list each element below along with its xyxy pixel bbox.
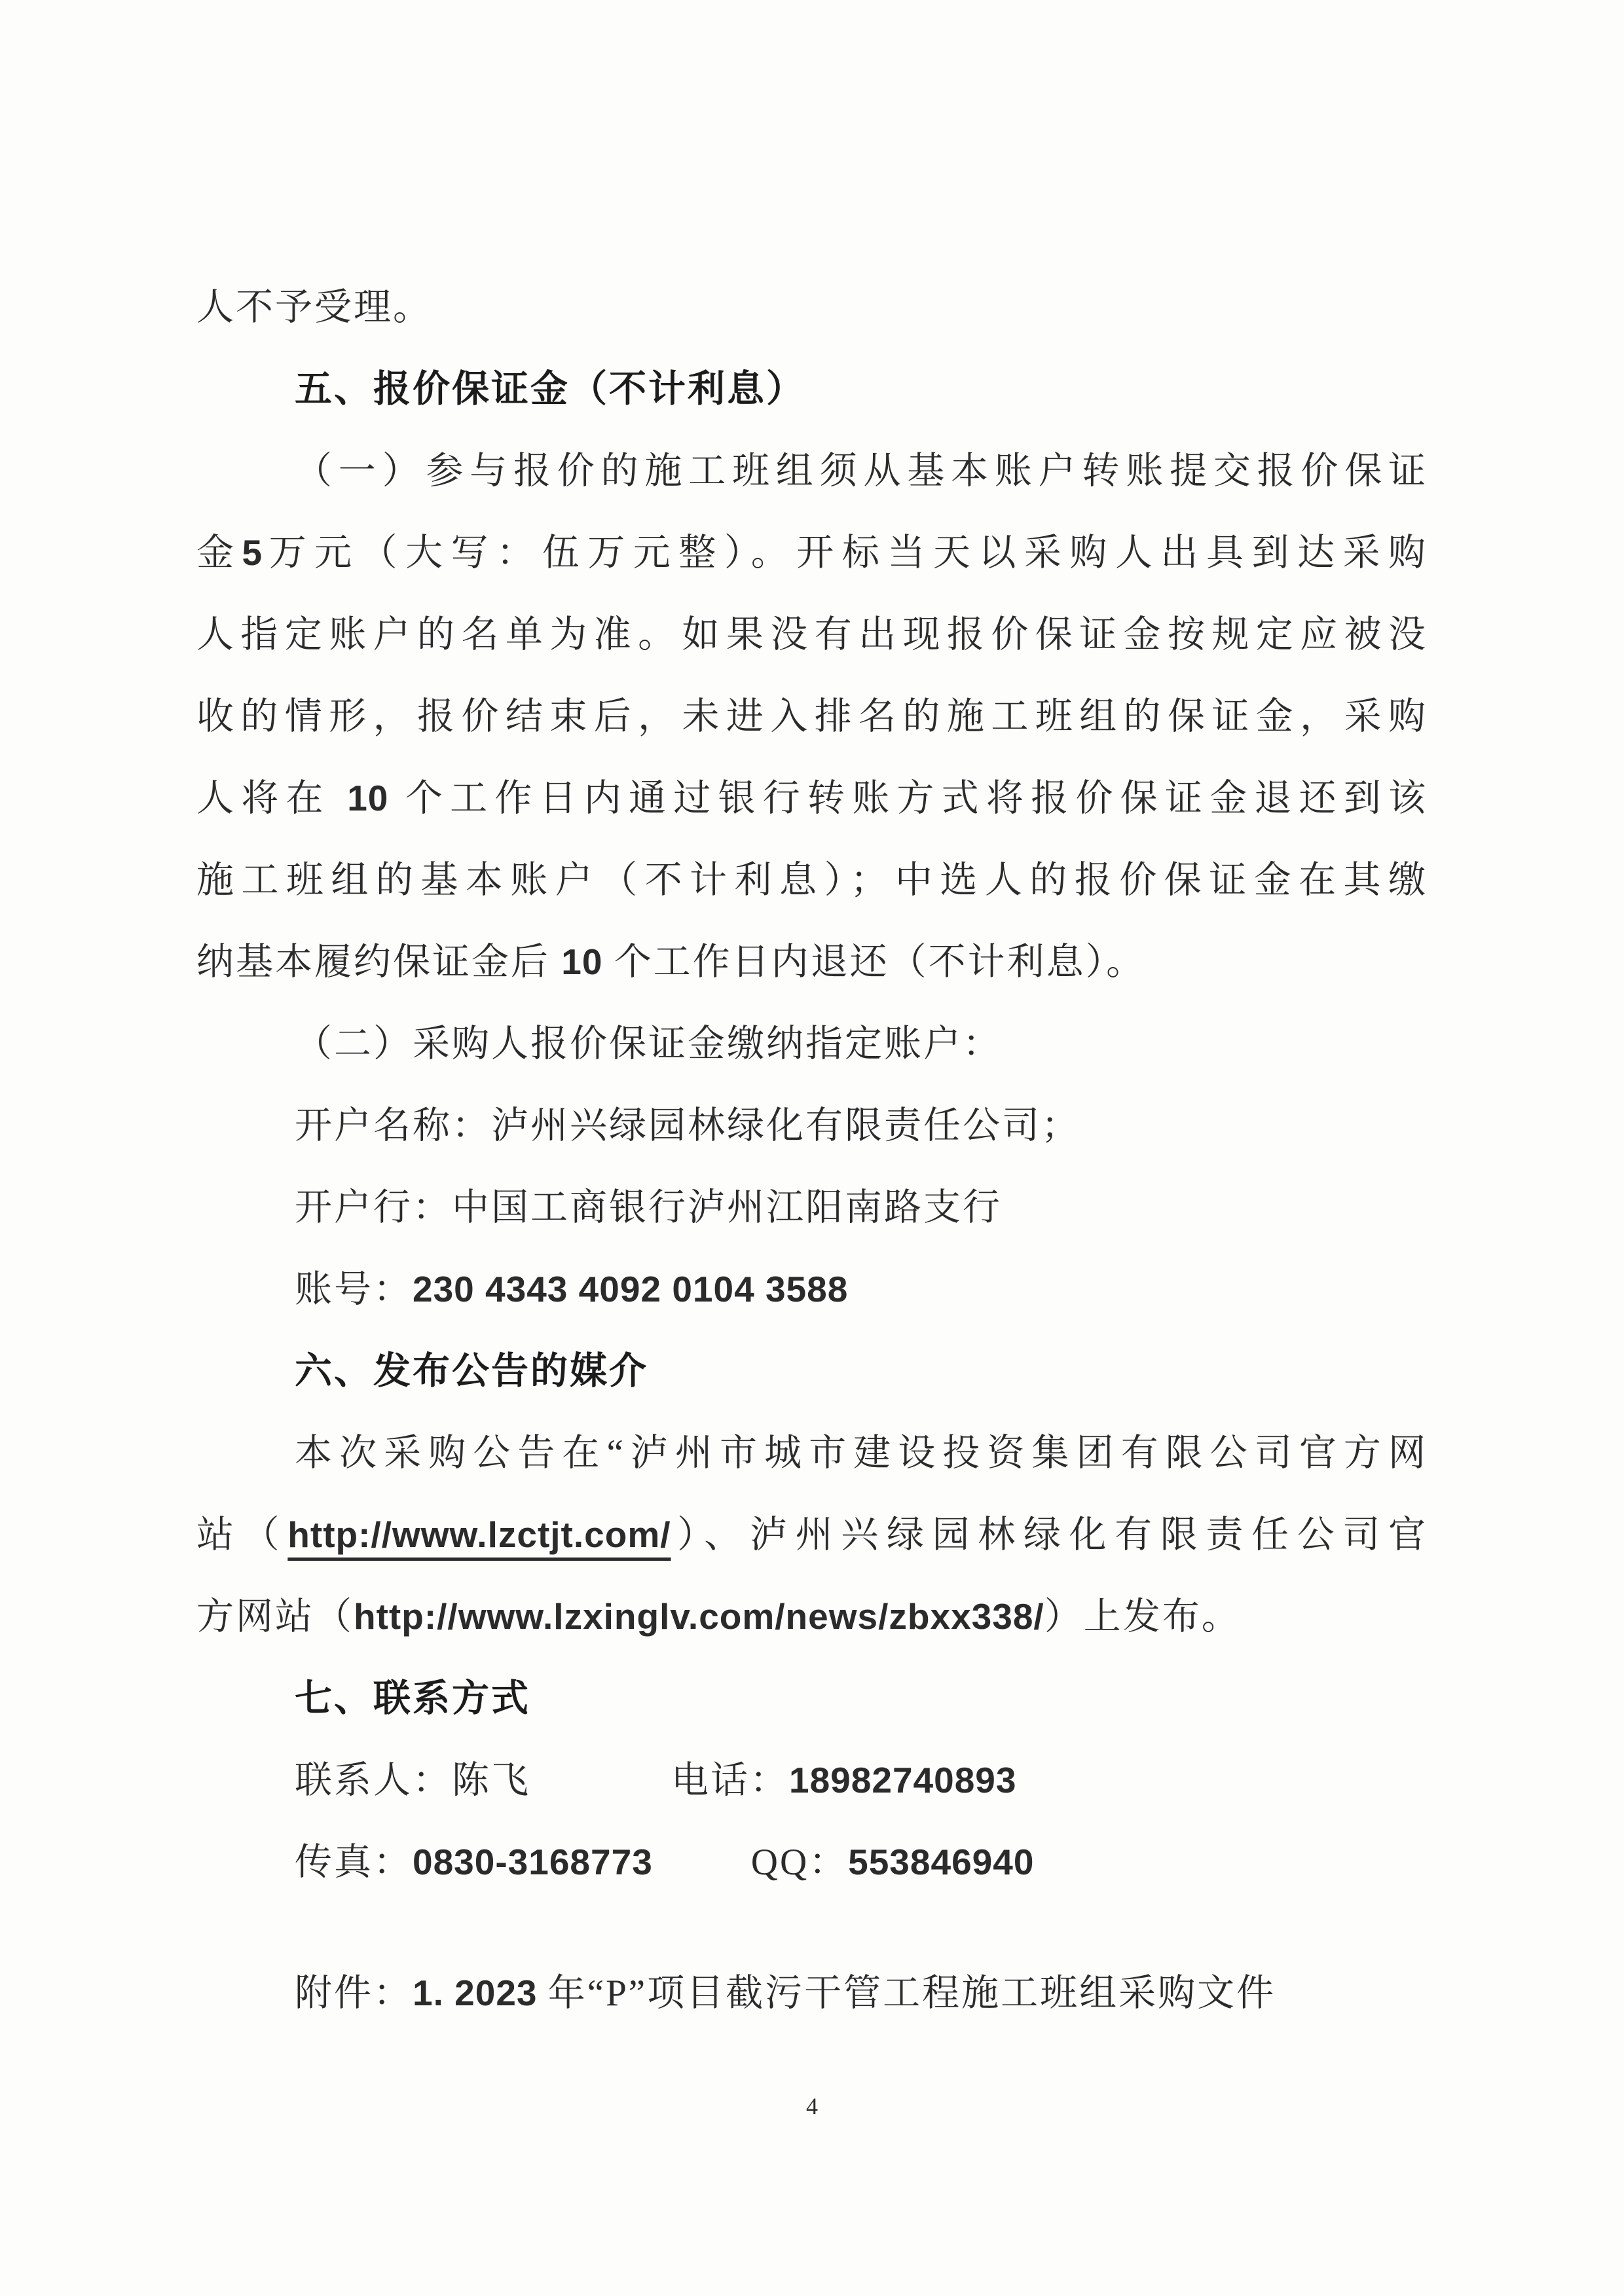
line-p1-1 <box>196 430 1428 512</box>
text-segment: 0830-3168773 <box>413 1842 653 1882</box>
text-segment: 本次采购公告在“泸州市城市建设投资集团有限公司官方网 <box>295 1432 1428 1474</box>
text-segment: 个工作日内通过银行转账方式将报价保证金退还到该 <box>388 778 1428 819</box>
line-p1-5 <box>196 757 1428 839</box>
text-segment: 六、发布公告的媒介 <box>295 1351 648 1392</box>
line-p1-6 <box>196 839 1428 921</box>
text-segment: 传真： <box>295 1842 413 1883</box>
text-segment: 七、联系方式 <box>295 1678 530 1719</box>
link-lzxinglv: http://www.lzxinglv.com/news/zbxx338/ <box>354 1596 1044 1637</box>
line-p1-3 <box>196 594 1428 676</box>
text-segment: ）、泸州兴绿园林绿化有限责任公司官 <box>671 1514 1428 1556</box>
text-segment: （二）采购人报价保证金缴纳指定账户： <box>295 1023 1002 1065</box>
heading-section-7 <box>196 1658 1428 1740</box>
heading-section-5 <box>196 348 1428 430</box>
line-contact <box>196 1740 1428 1821</box>
link-lzctjt: http://www.lzctjt.com/ <box>287 1514 671 1555</box>
text-segment: 10 <box>347 778 389 818</box>
line-attachment <box>196 1952 1428 2034</box>
text-segment: 万元（大写：伍万元整）。开标当天以采购人出具到达采购 <box>263 532 1428 574</box>
line-bank <box>196 1167 1428 1248</box>
line-p1-4 <box>196 676 1428 757</box>
text-segment: ）上发布。 <box>1044 1596 1241 1637</box>
text-segment: 开户名称：泸州兴绿园林绿化有限责任公司； <box>295 1105 1080 1146</box>
text-segment: 方网站（ <box>196 1596 354 1637</box>
text-segment: 10 <box>561 941 603 982</box>
text-segment: 5 <box>242 532 263 573</box>
text-segment: （一）参与报价的施工班组须从基本账户转账提交报价保证 <box>295 450 1428 492</box>
text-segment: 五、报价保证金（不计利息） <box>295 369 805 410</box>
text-segment: 人将在 <box>196 778 348 819</box>
line-account-name <box>196 1085 1428 1167</box>
line-p1-2 <box>196 512 1428 594</box>
text-segment: QQ： <box>750 1842 849 1883</box>
text-segment: 联系人：陈飞 <box>295 1760 530 1801</box>
line-media-2 <box>196 1494 1428 1576</box>
line-p2-intro <box>196 1003 1428 1085</box>
heading-section-6 <box>196 1330 1428 1412</box>
text-segment: 附件： <box>295 1973 413 2014</box>
text-segment: 收的情形，报价结束后，未进入排名的施工班组的保证金，采购 <box>196 696 1428 737</box>
text-segment: 账号： <box>295 1269 413 1310</box>
line-p1-7 <box>196 921 1428 1003</box>
text-segment: 年“P”项目截污干管工程施工班组采购文件 <box>547 1973 1276 2014</box>
text-segment: 开户行：中国工商银行泸州江阳南路支行 <box>295 1187 1002 1228</box>
line-media-1 <box>196 1412 1428 1494</box>
text-segment: 金 <box>196 532 242 574</box>
page-number: 4 <box>806 2093 818 2119</box>
text-segment: 站（ <box>196 1514 288 1556</box>
text-segment: 人指定账户的名单为准。如果没有出现报价保证金按规定应被没 <box>196 614 1428 655</box>
text-segment: 18982740893 <box>789 1760 1017 1800</box>
text-segment: 纳基本履约保证金后 <box>196 941 562 983</box>
text-segment: 施工班组的基本账户（不计利息）；中选人的报价保证金在其缴 <box>196 860 1428 901</box>
line-refusal <box>196 266 1428 348</box>
line-account-number <box>196 1248 1428 1330</box>
text-segment: 553846940 <box>848 1842 1035 1882</box>
text-segment: 个工作日内退还（不计利息）。 <box>602 941 1146 983</box>
document-body <box>196 266 1428 2034</box>
line-fax-qq <box>196 1821 1428 1903</box>
line-media-3 <box>196 1576 1428 1658</box>
text-segment: 人不予受理。 <box>196 287 432 328</box>
text-segment: 电话： <box>671 1760 789 1801</box>
text-segment: 1. 2023 <box>413 1973 548 2013</box>
text-segment: 230 4343 4092 0104 3588 <box>413 1269 849 1309</box>
